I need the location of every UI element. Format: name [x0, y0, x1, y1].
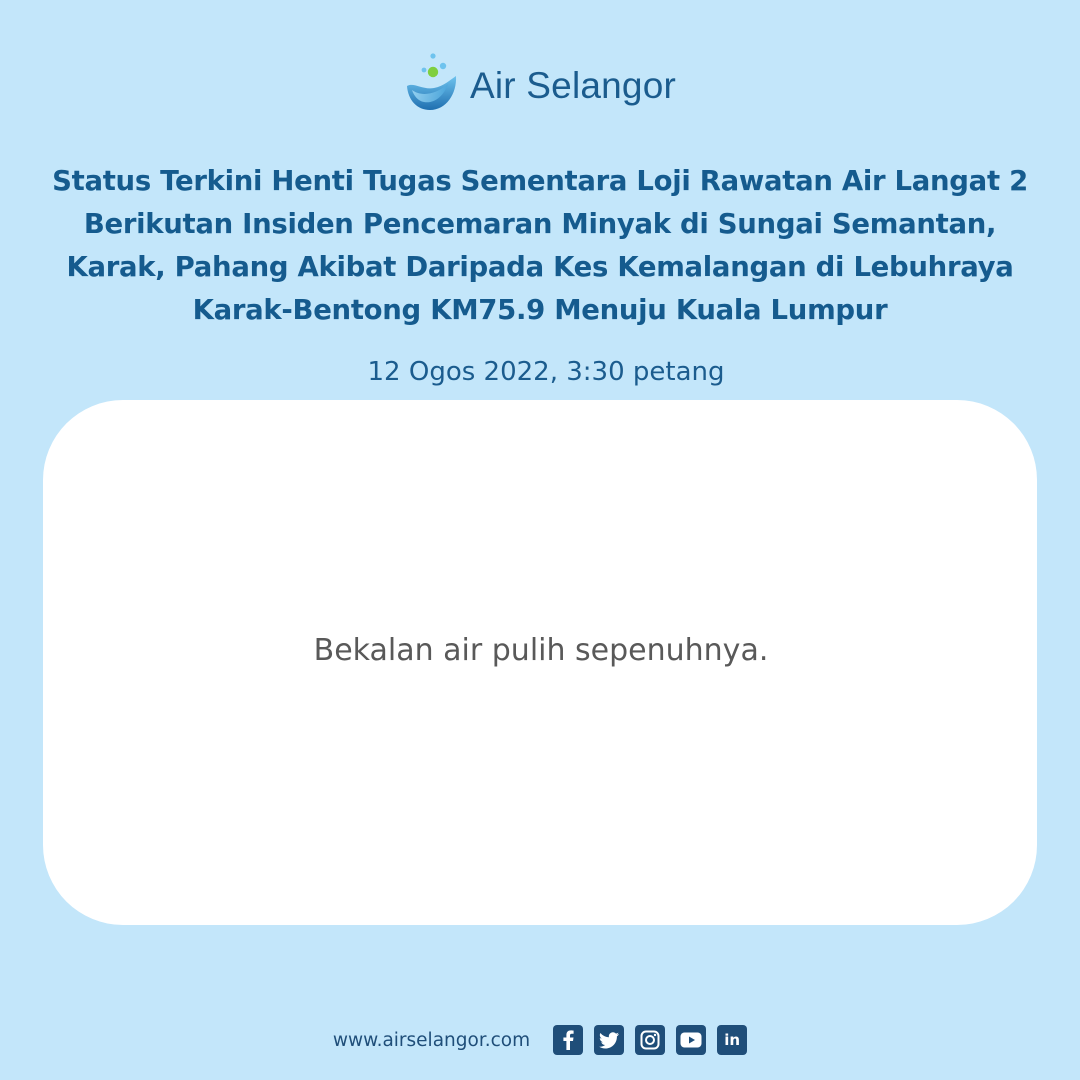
instagram-icon[interactable] — [635, 1025, 665, 1055]
website-link[interactable]: www.airselangor.com — [332, 1029, 531, 1051]
announcement-headline: Status Terkini Henti Tugas Sementara Loji Rawatan Air Langat 2 Berikutan Insiden Pencemaran Minyak di Sungai Semantan, Karak, Pahang Akibat Daripada Kes Kemalangan di Lebuhraya Karak-Bentong KM75.9 Menuju Kuala Lumpur — [52, 165, 1028, 326]
twitter-icon[interactable] — [594, 1025, 624, 1055]
twitter-bird-icon — [599, 1032, 619, 1049]
facebook-icon[interactable] — [553, 1025, 583, 1055]
instagram-camera-icon — [640, 1030, 660, 1050]
footer — [0, 1024, 1080, 1056]
status-card — [43, 400, 1037, 925]
youtube-icon[interactable] — [676, 1025, 706, 1055]
air-selangor-logo-icon — [404, 50, 466, 114]
brand-name: Air Selangor — [469, 64, 676, 106]
announcement-timestamp: 12 Ogos 2022, 3:30 petang — [367, 357, 725, 387]
facebook-glyph-icon — [561, 1030, 575, 1050]
youtube-play-icon — [680, 1032, 702, 1048]
status-message: Bekalan air pulih sepenuhnya. — [313, 633, 769, 668]
brand-header — [0, 50, 1080, 114]
linkedin-icon[interactable]: in — [717, 1025, 747, 1055]
